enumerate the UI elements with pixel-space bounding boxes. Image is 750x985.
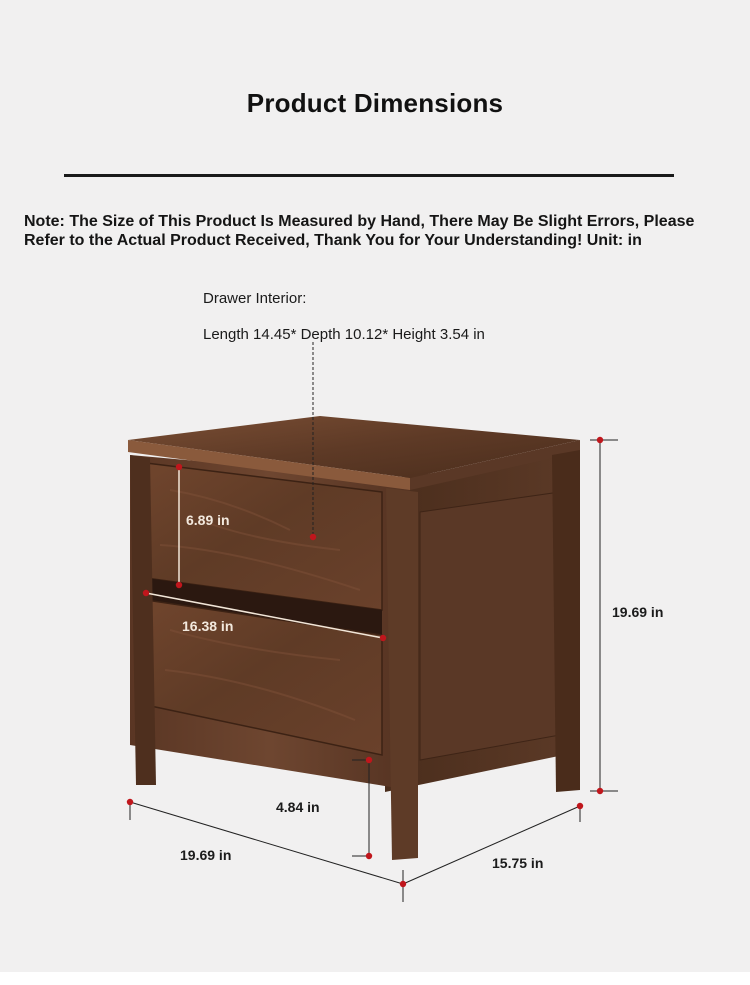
page-title: Product Dimensions (246, 88, 504, 118)
width-label: 19.69 in (180, 847, 232, 863)
bottom-band (0, 972, 750, 985)
measurement-note: Note: The Size of This Product Is Measured by Hand, There May Be Slight Errors, Please Refer to the Actual Product Received, Thank You for Your Understanding! Unit: in (24, 213, 695, 249)
drawer-interior-title: Drawer Interior: (203, 290, 307, 307)
drawer-interior-dimensions: Length 14.45* Depth 10.12* Height 3.54 in (203, 326, 485, 343)
leg-height-label: 4.84 in (276, 799, 320, 815)
total-height-label: 19.69 in (612, 604, 664, 620)
drawer-width-label: 16.38 in (182, 618, 234, 634)
depth-label: 15.75 in (492, 855, 544, 871)
drawer-height-label: 6.89 in (186, 512, 230, 528)
